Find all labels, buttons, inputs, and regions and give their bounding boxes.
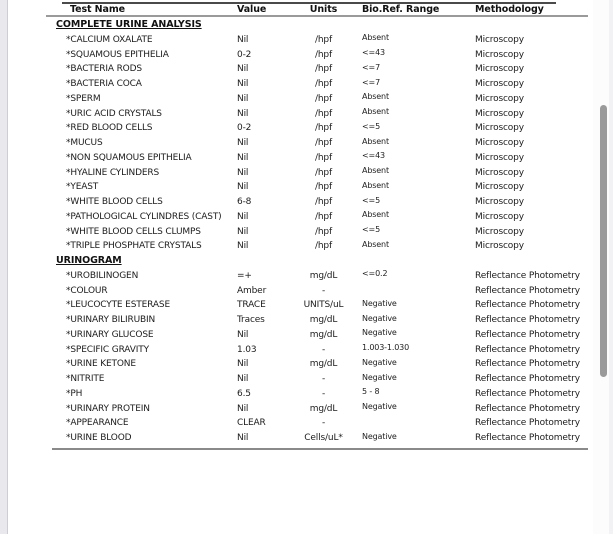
cell-methodology: Microscopy: [475, 64, 524, 75]
cell-value: Nil: [237, 329, 249, 340]
table-row: [46, 92, 588, 107]
cell-methodology: Microscopy: [475, 93, 524, 104]
cell-value: Nil: [237, 374, 249, 384]
cell-test-name: *RED BLOOD CELLS: [66, 123, 153, 134]
cell-test-name: *PH: [66, 388, 83, 399]
table-row: [46, 151, 588, 166]
cell-bio-ref-range: <=7: [362, 77, 381, 87]
cell-methodology: Microscopy: [475, 49, 524, 60]
vertical-scrollbar[interactable]: [593, 0, 609, 534]
column-header-bio-ref-range: Bio.Ref. Range: [362, 3, 440, 15]
cell-methodology: Reflectance Photometry: [475, 329, 580, 340]
cell-value: 0-2: [237, 123, 252, 134]
cell-bio-ref-range: Negative: [362, 402, 397, 411]
column-header-value: Value: [237, 3, 267, 15]
cell-methodology: Microscopy: [475, 197, 524, 207]
cell-methodology: Reflectance Photometry: [475, 359, 580, 370]
cell-methodology: Reflectance Photometry: [475, 300, 580, 311]
section-title: URINOGRAM: [56, 255, 122, 266]
cell-value: Nil: [237, 64, 249, 75]
cell-units: mg/dL: [309, 270, 338, 281]
page-left-edge: [0, 0, 8, 534]
table-row: [46, 33, 588, 48]
cell-bio-ref-range: Absent: [362, 33, 389, 43]
cell-value: Nil: [237, 359, 249, 370]
cell-methodology: Microscopy: [475, 182, 524, 193]
cell-methodology: Microscopy: [475, 138, 524, 148]
table-row: [46, 107, 588, 122]
cell-test-name: *NITRITE: [66, 374, 105, 384]
cell-test-name: *SPERM: [66, 93, 101, 104]
cell-test-name: *CALCIUM OXALATE: [66, 34, 153, 45]
cell-units: /hpf: [314, 226, 333, 237]
cell-units: /hpf: [314, 211, 333, 222]
cell-value: 6.5: [237, 388, 251, 399]
cell-methodology: Reflectance Photometry: [475, 315, 580, 325]
table-row: [46, 121, 588, 136]
table-row: [46, 77, 588, 92]
cell-test-name: *URINARY PROTEIN: [66, 403, 150, 414]
cell-bio-ref-range: <=5: [362, 121, 381, 131]
cell-bio-ref-range: Absent: [362, 166, 389, 175]
cell-units: /hpf: [314, 182, 333, 193]
table-row: [46, 372, 588, 387]
cell-value: Amber: [237, 285, 267, 296]
table-row: [46, 136, 588, 151]
cell-bio-ref-range: Negative: [362, 431, 397, 441]
cell-test-name: *PATHOLOGICAL CYLINDRES (CAST): [66, 211, 222, 222]
cell-value: Nil: [237, 93, 249, 104]
cell-value: =+: [237, 270, 252, 281]
table-row: [46, 239, 588, 254]
cell-value: Nil: [237, 108, 249, 119]
cell-units: /hpf: [314, 241, 333, 252]
cell-bio-ref-range: Negative: [362, 357, 397, 367]
cell-methodology: Microscopy: [475, 167, 524, 178]
cell-units: -: [321, 374, 326, 384]
column-header-units: Units: [309, 3, 338, 15]
table-row: [46, 416, 588, 431]
cell-value: Nil: [237, 167, 249, 178]
cell-units: mg/dL: [309, 403, 338, 414]
cell-methodology: Microscopy: [475, 152, 524, 163]
cell-units: /hpf: [314, 108, 333, 119]
cell-bio-ref-range: <=0.2: [362, 269, 388, 279]
cell-bio-ref-range: <=5: [362, 195, 381, 205]
table-row: [46, 387, 588, 402]
cell-value: Nil: [237, 34, 249, 45]
cell-test-name: *URINE BLOOD: [66, 433, 132, 443]
cell-value: 0-2: [237, 49, 252, 60]
cell-value: Nil: [237, 152, 249, 163]
cell-test-name: *MUCUS: [66, 138, 103, 148]
table-bottom-rule: [52, 448, 588, 450]
table-header: [46, 3, 588, 15]
cell-bio-ref-range: Negative: [362, 313, 397, 323]
cell-test-name: *URINARY BILIRUBIN: [66, 315, 156, 325]
cell-test-name: *URINE KETONE: [66, 359, 136, 370]
cell-test-name: *LEUCOCYTE ESTERASE: [66, 300, 171, 311]
cell-bio-ref-range: Absent: [362, 239, 389, 249]
cell-bio-ref-range: <=43: [362, 151, 385, 161]
table-row: [46, 166, 588, 181]
table-header-underline: [46, 15, 588, 17]
cell-bio-ref-range: <=7: [362, 62, 381, 72]
cell-units: /hpf: [314, 79, 333, 89]
cell-value: Nil: [237, 79, 249, 89]
cell-value: 6-8: [237, 197, 252, 207]
section-title: COMPLETE URINE ANALYSIS: [56, 19, 202, 30]
table-row: [46, 343, 588, 358]
table-row: [46, 210, 588, 225]
cell-units: -: [321, 418, 326, 429]
cell-test-name: *SQUAMOUS EPITHELIA: [66, 49, 169, 60]
cell-bio-ref-range: <=5: [362, 225, 381, 234]
cell-test-name: *APPEARANCE: [66, 418, 129, 429]
cell-value: Nil: [237, 403, 249, 414]
cell-methodology: Microscopy: [475, 34, 524, 45]
cell-test-name: *BACTERIA RODS: [66, 64, 142, 75]
cell-value: CLEAR: [237, 418, 266, 429]
cell-bio-ref-range: Absent: [362, 92, 389, 102]
cell-value: 1.03: [237, 344, 257, 355]
table-row: [46, 431, 588, 446]
cell-units: /hpf: [314, 93, 333, 104]
cell-units: /hpf: [314, 138, 333, 148]
results-table-body: [46, 18, 588, 446]
cell-test-name: *TRIPLE PHOSPHATE CRYSTALS: [66, 241, 202, 252]
cell-bio-ref-range: Negative: [362, 298, 397, 308]
cell-test-name: *WHITE BLOOD CELLS: [66, 197, 163, 207]
cell-test-name: *URINARY GLUCOSE: [66, 329, 154, 340]
cell-units: /hpf: [314, 167, 333, 178]
cell-test-name: *URIC ACID CRYSTALS: [66, 108, 162, 119]
cell-value: Nil: [237, 226, 249, 237]
cell-test-name: *COLOUR: [66, 285, 108, 296]
cell-bio-ref-range: 1.003-1.030: [362, 343, 410, 352]
cell-bio-ref-range: Absent: [362, 180, 389, 190]
table-row: [46, 195, 588, 210]
table-row: [46, 225, 588, 240]
cell-methodology: Microscopy: [475, 211, 524, 222]
cell-test-name: *UROBILINOGEN: [66, 270, 139, 281]
cell-methodology: Microscopy: [475, 226, 524, 237]
cell-units: mg/dL: [309, 329, 338, 340]
table-row: [46, 284, 588, 299]
cell-methodology: Reflectance Photometry: [475, 433, 580, 443]
table-row: [46, 357, 588, 372]
cell-value: TRACE: [237, 300, 266, 311]
cell-bio-ref-range: 5 - 8: [362, 387, 380, 397]
cell-test-name: *BACTERIA COCA: [66, 79, 142, 89]
cell-units: -: [321, 285, 326, 296]
cell-units: /hpf: [314, 34, 333, 45]
cell-units: mg/dL: [309, 315, 338, 325]
column-header-test-name: Test Name: [70, 3, 125, 15]
cell-bio-ref-range: Absent: [362, 210, 389, 220]
table-row: [46, 180, 588, 195]
cell-units: /hpf: [314, 152, 333, 163]
cell-bio-ref-range: Absent: [362, 136, 389, 146]
cell-bio-ref-range: <=43: [362, 48, 385, 57]
table-row: [46, 62, 588, 77]
table-row: [46, 269, 588, 284]
table-row: [46, 48, 588, 63]
table-row: [46, 328, 588, 343]
cell-units: UNITS/uL: [303, 300, 344, 311]
cell-units: /hpf: [314, 123, 333, 134]
cell-test-name: *WHITE BLOOD CELLS CLUMPS: [66, 226, 201, 237]
table-row: [46, 313, 588, 328]
cell-methodology: Microscopy: [475, 241, 524, 252]
cell-methodology: Microscopy: [475, 79, 524, 89]
cell-methodology: Reflectance Photometry: [475, 403, 580, 414]
cell-methodology: Reflectance Photometry: [475, 374, 580, 384]
cell-value: Traces: [237, 315, 265, 325]
cell-value: Nil: [237, 433, 249, 443]
cell-methodology: Microscopy: [475, 123, 524, 134]
cell-units: mg/dL: [309, 359, 338, 370]
cell-test-name: *NON SQUAMOUS EPITHELIA: [66, 152, 192, 163]
cell-methodology: Reflectance Photometry: [475, 344, 580, 355]
column-header-methodology: Methodology: [475, 3, 544, 15]
cell-methodology: Reflectance Photometry: [475, 388, 580, 399]
scrollbar-thumb[interactable]: [600, 105, 607, 377]
cell-value: Nil: [237, 211, 249, 222]
cell-units: -: [321, 344, 326, 355]
cell-test-name: *HYALINE CYLINDERS: [66, 167, 160, 178]
table-row: [46, 402, 588, 417]
table-row: [46, 298, 588, 313]
cell-bio-ref-range: Negative: [362, 372, 397, 382]
cell-value: Nil: [237, 182, 249, 193]
cell-value: Nil: [237, 241, 249, 252]
cell-test-name: *YEAST: [66, 182, 99, 193]
cell-units: -: [321, 388, 326, 399]
cell-units: Cells/uL*: [304, 433, 343, 443]
cell-methodology: Reflectance Photometry: [475, 418, 580, 429]
cell-units: /hpf: [314, 197, 333, 207]
cell-bio-ref-range: Negative: [362, 328, 397, 338]
cell-methodology: Microscopy: [475, 108, 524, 119]
cell-units: /hpf: [314, 49, 333, 60]
cell-value: Nil: [237, 138, 249, 148]
cell-bio-ref-range: Absent: [362, 107, 389, 116]
cell-methodology: Reflectance Photometry: [475, 270, 580, 281]
cell-units: /hpf: [314, 64, 333, 75]
cell-test-name: *SPECIFIC GRAVITY: [66, 344, 149, 355]
cell-methodology: Reflectance Photometry: [475, 285, 580, 296]
